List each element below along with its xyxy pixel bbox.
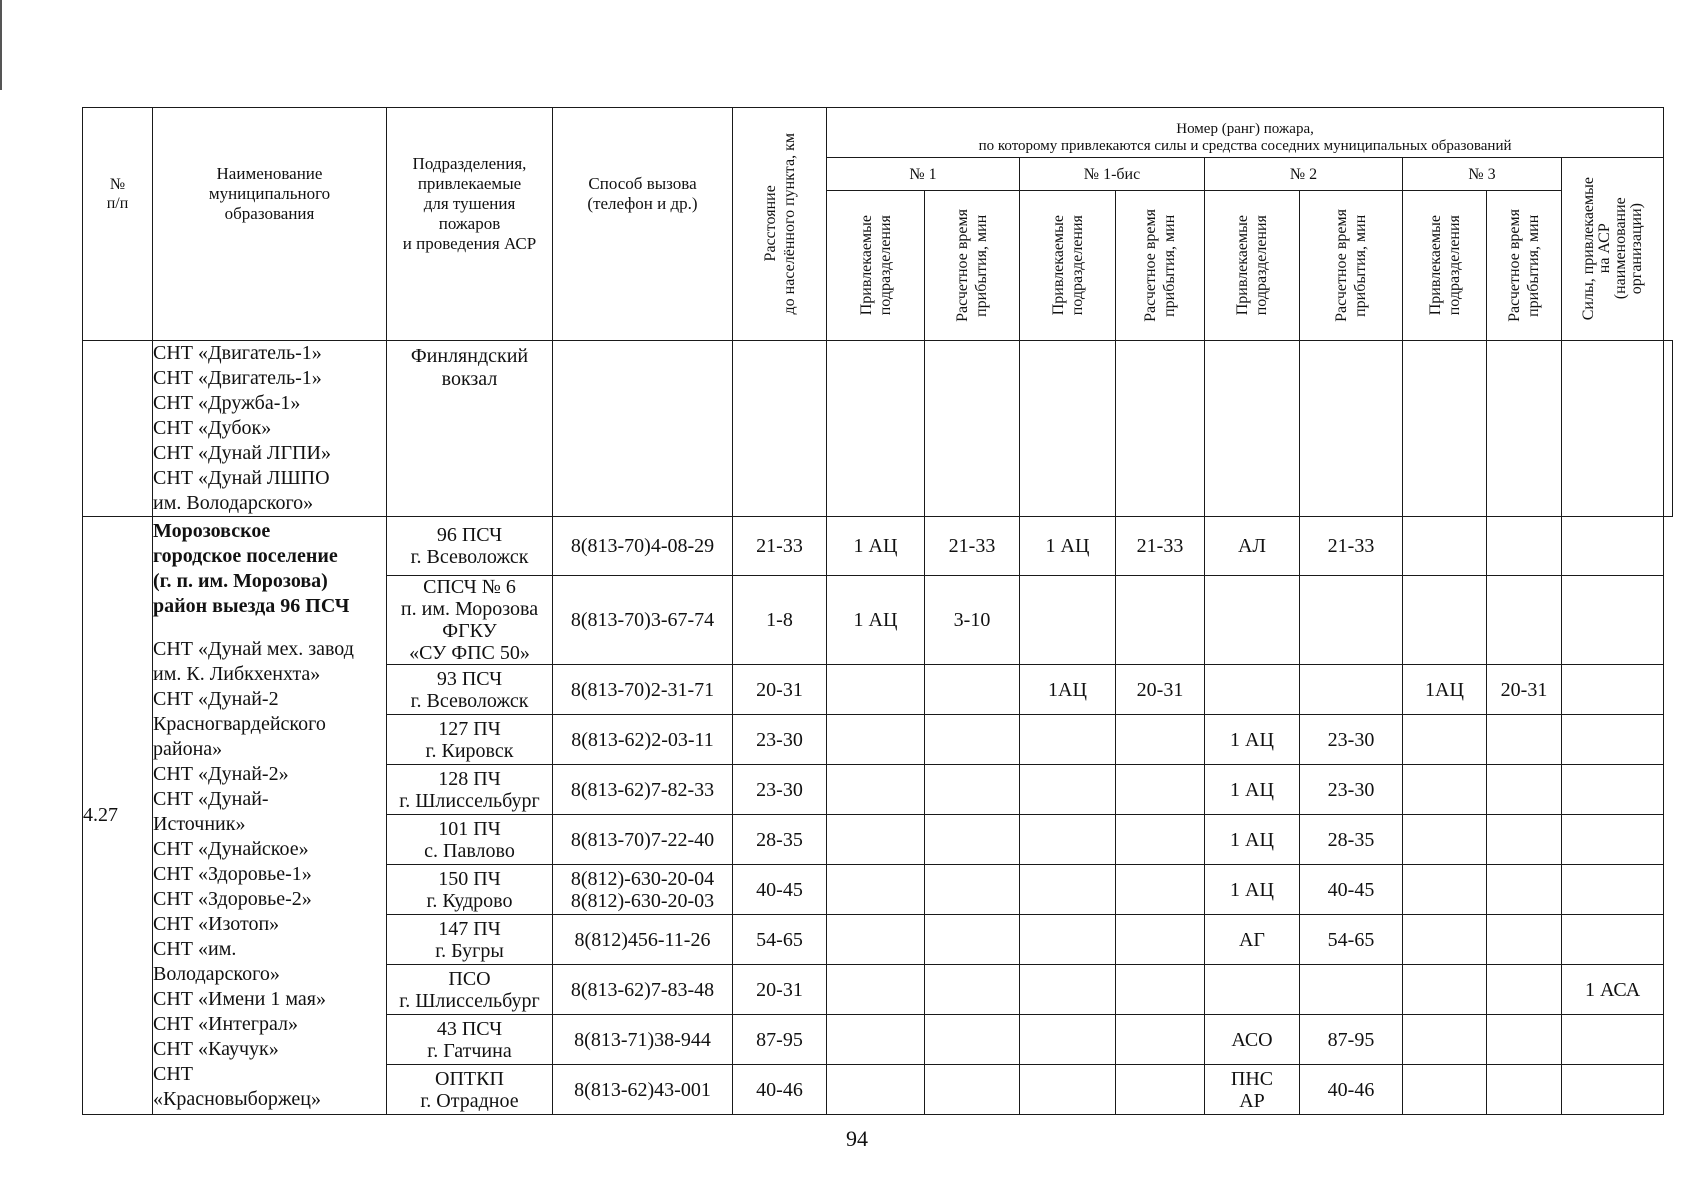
distance-cell: 1-8 xyxy=(733,576,827,665)
header-number: № п/п xyxy=(83,108,153,341)
rank-cell-r3u xyxy=(1403,965,1487,1015)
rank-cell-asr xyxy=(1562,517,1664,576)
empty-cell xyxy=(1205,341,1300,517)
unit-cell: 127 ПЧ г. Кировск xyxy=(387,715,553,765)
rank-cell-r2t: 21-33 xyxy=(1300,517,1403,576)
empty-cell xyxy=(1116,341,1205,517)
rank-cell-r2t: 23-30 xyxy=(1300,715,1403,765)
rank-cell-asr xyxy=(1562,576,1664,665)
header-rank2-units: Привлекаемые подразделения xyxy=(1234,215,1270,316)
rank-cell-r1t xyxy=(925,1065,1020,1115)
empty-cell xyxy=(553,341,733,517)
rank-cell-r2u: АГ xyxy=(1205,915,1300,965)
empty-cell xyxy=(1020,341,1116,517)
rank-cell-r2u: ПНС АР xyxy=(1205,1065,1300,1115)
rank-cell-r1bu xyxy=(1020,765,1116,815)
header-rank1bis-units: Привлекаемые подразделения xyxy=(1049,215,1086,316)
section-snt-list: СНТ «Дунай мех. завод им. К. Либкхенхта» СНТ «Дунай-2 Красногвардейского района» СНТ «Дунай-2» СНТ «Дунай- Источник» СНТ «Дунайское» СНТ «Здоровье-1» СНТ «Здоровье-2» СНТ «Изотоп» СНТ «им. Володарского» СНТ «Имени 1 мая» СНТ «Интеграл» СНТ «Каучук» СНТ «Красновыборжец» xyxy=(153,638,354,1110)
phone-cell: 8(813-62)7-83-48 xyxy=(553,965,733,1015)
rank-cell-r2u: АЛ xyxy=(1205,517,1300,576)
rank-cell-r1bu xyxy=(1020,576,1116,665)
unit-cell: ПСО г. Шлиссельбург xyxy=(387,965,553,1015)
distance-cell: 40-46 xyxy=(733,1065,827,1115)
rank-cell-r2t xyxy=(1300,576,1403,665)
rank-cell-r1bu xyxy=(1020,865,1116,915)
empty-cell xyxy=(733,341,827,517)
rank-cell-asr xyxy=(1562,1015,1664,1065)
header-municipality: Наименование муниципального образования xyxy=(153,108,387,341)
rank-cell-asr: 1 АСА xyxy=(1562,965,1664,1015)
rank-cell-r1bt xyxy=(1116,815,1205,865)
distance-cell: 23-30 xyxy=(733,715,827,765)
phone-cell: 8(812)456-11-26 xyxy=(553,915,733,965)
rank-cell-r1t xyxy=(925,715,1020,765)
unit-cell: 96 ПСЧ г. Всеволожск xyxy=(387,517,553,576)
unit-cell: ОПТКП г. Отрадное xyxy=(387,1065,553,1115)
header-rank-1bis: № 1-бис xyxy=(1020,158,1205,191)
rank-cell-r3u xyxy=(1403,715,1487,765)
rank-cell-r1bu xyxy=(1020,715,1116,765)
header-fire-rank: Номер (ранг) пожара, по которому привлекаются силы и средства соседних муниципальных образований xyxy=(827,108,1664,158)
empty-cell xyxy=(1403,341,1487,517)
rank-cell-r3u xyxy=(1403,1065,1487,1115)
continuation-number xyxy=(83,341,153,517)
phone-cell: 8(813-70)2-31-71 xyxy=(553,665,733,715)
distance-cell: 20-31 xyxy=(733,965,827,1015)
rank-cell-r2t xyxy=(1300,965,1403,1015)
unit-cell: СПСЧ № 6 п. им. Морозова ФГКУ «СУ ФПС 50» xyxy=(387,576,553,665)
rank-cell-r1bu xyxy=(1020,1015,1116,1065)
rank-cell-r1t xyxy=(925,665,1020,715)
rank-cell-asr xyxy=(1562,715,1664,765)
rank-cell-r2u: 1 АЦ xyxy=(1205,865,1300,915)
header-sub-cell xyxy=(1205,191,1300,341)
header-distance-cell xyxy=(733,108,827,341)
header-rank1bis-time: Расчетное время прибытия, мин xyxy=(1142,209,1178,322)
empty-cell xyxy=(1664,341,1673,517)
empty-cell xyxy=(1300,341,1403,517)
rank-cell-r1u: 1 АЦ xyxy=(827,576,925,665)
rank-cell-r3t xyxy=(1487,865,1562,915)
phone-cell: 8(813-70)4-08-29 xyxy=(553,517,733,576)
rank-cell-r2t: 40-45 xyxy=(1300,865,1403,915)
rank-cell-r1bt xyxy=(1116,865,1205,915)
header-rank2-time: Расчетное время прибытия, мин xyxy=(1333,209,1369,322)
unit-cell: 101 ПЧ с. Павлово xyxy=(387,815,553,865)
rank-cell-r2u xyxy=(1205,576,1300,665)
rank-cell-r1bt xyxy=(1116,715,1205,765)
rank-cell-r2t: 23-30 xyxy=(1300,765,1403,815)
rank-cell-asr xyxy=(1562,665,1664,715)
rank-cell-r2u: 1 АЦ xyxy=(1205,765,1300,815)
distance-cell: 54-65 xyxy=(733,915,827,965)
distance-cell: 21-33 xyxy=(733,517,827,576)
header-asr: Силы, привлекаемые на АСР (наименование организации) xyxy=(1579,177,1645,321)
rank-cell-r1bu: 1АЦ xyxy=(1020,665,1116,715)
header-rank1-units: Привлекаемые подразделения xyxy=(857,215,894,316)
rank-cell-r3u: 1АЦ xyxy=(1403,665,1487,715)
section-municipality xyxy=(153,517,387,1115)
rank-cell-asr xyxy=(1562,865,1664,915)
rank-cell-r3u xyxy=(1403,865,1487,915)
rank-cell-r3u xyxy=(1403,765,1487,815)
header-sub-cell xyxy=(1487,191,1562,341)
rank-cell-asr xyxy=(1562,915,1664,965)
rank-cell-r1bt: 21-33 xyxy=(1116,517,1205,576)
section-number: 4.27 xyxy=(83,517,153,1115)
rank-cell-r2t: 40-46 xyxy=(1300,1065,1403,1115)
rank-cell-r3t xyxy=(1487,517,1562,576)
continuation-snt-list: СНТ «Двигатель-1» СНТ «Двигатель-1» СНТ «Дружба-1» СНТ «Дубок» СНТ «Дунай ЛГПИ» СНТ «Дунай ЛШПО им. Володарского» xyxy=(153,341,387,517)
rank-cell-r1u: 1 АЦ xyxy=(827,517,925,576)
scan-edge-mark xyxy=(0,0,2,90)
header-rank-1: № 1 xyxy=(827,158,1020,191)
rank-cell-r3u xyxy=(1403,815,1487,865)
distance-cell: 23-30 xyxy=(733,765,827,815)
header-distance: Расстояние до населённого пункта, км xyxy=(761,133,798,315)
rank-cell-r2u: 1 АЦ xyxy=(1205,715,1300,765)
unit-cell: 43 ПСЧ г. Гатчина xyxy=(387,1015,553,1065)
rank-cell-asr xyxy=(1562,815,1664,865)
rank-cell-r2t: 87-95 xyxy=(1300,1015,1403,1065)
rank-cell-r1bt xyxy=(1116,765,1205,815)
rank-cell-r1bt xyxy=(1116,965,1205,1015)
continuation-unit: Финляндский вокзал xyxy=(387,341,553,517)
header-rank3-units: Привлекаемые подразделения xyxy=(1426,215,1463,316)
rank-cell-r1bt xyxy=(1116,1065,1205,1115)
section-title: Морозовское городское поселение (г. п. им. Морозова) район выезда 96 ПСЧ xyxy=(153,520,350,617)
rank-cell-r1u xyxy=(827,915,925,965)
phone-cell: 8(813-62)43-001 xyxy=(553,1065,733,1115)
empty-cell xyxy=(925,341,1020,517)
rank-cell-r1t xyxy=(925,815,1020,865)
rank-cell-r1bu: 1 АЦ xyxy=(1020,517,1116,576)
distance-cell: 40-45 xyxy=(733,865,827,915)
rank-cell-r3u xyxy=(1403,1015,1487,1065)
rank-cell-r1t xyxy=(925,865,1020,915)
header-rank3-time: Расчетное время прибытия, мин xyxy=(1506,209,1542,322)
header-call-method: Способ вызова (телефон и др.) xyxy=(553,108,733,341)
rank-cell-r2t: 28-35 xyxy=(1300,815,1403,865)
rank-cell-r1u xyxy=(827,815,925,865)
rank-cell-r1bu xyxy=(1020,965,1116,1015)
rank-cell-r1t: 3-10 xyxy=(925,576,1020,665)
rank-cell-r3t xyxy=(1487,576,1562,665)
rank-cell-r1u xyxy=(827,715,925,765)
header-sub-cell xyxy=(827,191,925,341)
rank-cell-r2t: 54-65 xyxy=(1300,915,1403,965)
unit-cell: 93 ПСЧ г. Всеволожск xyxy=(387,665,553,715)
phone-cell: 8(813-70)3-67-74 xyxy=(553,576,733,665)
rank-cell-r3t xyxy=(1487,715,1562,765)
header-asr-cell xyxy=(1562,158,1664,341)
rank-cell-asr xyxy=(1562,1065,1664,1115)
header-sub-cell xyxy=(1300,191,1403,341)
rank-cell-r3t xyxy=(1487,965,1562,1015)
rank-cell-r3u xyxy=(1403,915,1487,965)
rank-cell-r3u xyxy=(1403,576,1487,665)
rank-cell-r1u xyxy=(827,965,925,1015)
header-sub-cell xyxy=(925,191,1020,341)
header-rank1-time: Расчетное время прибытия, мин xyxy=(954,209,990,322)
rank-cell-r1bt xyxy=(1116,1015,1205,1065)
distance-cell: 87-95 xyxy=(733,1015,827,1065)
phone-cell: 8(813-70)7-22-40 xyxy=(553,815,733,865)
empty-cell xyxy=(827,341,925,517)
unit-cell: 150 ПЧ г. Кудрово xyxy=(387,865,553,915)
rank-cell-r1u xyxy=(827,765,925,815)
empty-cell xyxy=(1487,341,1562,517)
unit-cell: 147 ПЧ г. Бугры xyxy=(387,915,553,965)
header-sub-cell xyxy=(1116,191,1205,341)
rank-cell-r1bt: 20-31 xyxy=(1116,665,1205,715)
rank-cell-r1bu xyxy=(1020,915,1116,965)
header-rank-3: № 3 xyxy=(1403,158,1562,191)
rank-cell-r1bu xyxy=(1020,1065,1116,1115)
header-rank-2: № 2 xyxy=(1205,158,1403,191)
rank-cell-asr xyxy=(1562,765,1664,815)
phone-cell: 8(813-71)38-944 xyxy=(553,1015,733,1065)
phone-cell: 8(813-62)7-82-33 xyxy=(553,765,733,815)
rank-cell-r1t: 21-33 xyxy=(925,517,1020,576)
distance-cell: 28-35 xyxy=(733,815,827,865)
rank-cell-r1t xyxy=(925,765,1020,815)
rank-cell-r1bt xyxy=(1116,576,1205,665)
rank-cell-r1bt xyxy=(1116,915,1205,965)
rank-cell-r2u xyxy=(1205,665,1300,715)
page-number: 94 xyxy=(846,1126,868,1151)
rank-cell-r1bu xyxy=(1020,815,1116,865)
rank-cell-r2t xyxy=(1300,665,1403,715)
rank-cell-r2u: АСО xyxy=(1205,1015,1300,1065)
phone-cell: 8(812)-630-20-04 8(812)-630-20-03 xyxy=(553,865,733,915)
rank-cell-r1u xyxy=(827,1065,925,1115)
rank-cell-r3t: 20-31 xyxy=(1487,665,1562,715)
rank-cell-r1u xyxy=(827,865,925,915)
unit-cell: 128 ПЧ г. Шлиссельбург xyxy=(387,765,553,815)
rank-cell-r3t xyxy=(1487,815,1562,865)
rank-cell-r3t xyxy=(1487,765,1562,815)
rank-cell-r1u xyxy=(827,1015,925,1065)
rank-cell-r3t xyxy=(1487,915,1562,965)
rank-cell-r3t xyxy=(1487,1065,1562,1115)
phone-cell: 8(813-62)2-03-11 xyxy=(553,715,733,765)
rank-cell-r1u xyxy=(827,665,925,715)
header-sub-cell xyxy=(1020,191,1116,341)
rank-cell-r3t xyxy=(1487,1015,1562,1065)
rank-cell-r2u: 1 АЦ xyxy=(1205,815,1300,865)
rank-cell-r3u xyxy=(1403,517,1487,576)
fire-resources-table xyxy=(82,107,1673,1115)
header-units: Подразделения, привлекаемые для тушения пожаров и проведения АСР xyxy=(387,108,553,341)
empty-cell xyxy=(1562,341,1664,517)
rank-cell-r1t xyxy=(925,965,1020,1015)
distance-cell: 20-31 xyxy=(733,665,827,715)
header-sub-cell xyxy=(1403,191,1487,341)
rank-cell-r1t xyxy=(925,1015,1020,1065)
rank-cell-r1t xyxy=(925,915,1020,965)
rank-cell-r2u xyxy=(1205,965,1300,1015)
table-row xyxy=(83,517,1673,576)
